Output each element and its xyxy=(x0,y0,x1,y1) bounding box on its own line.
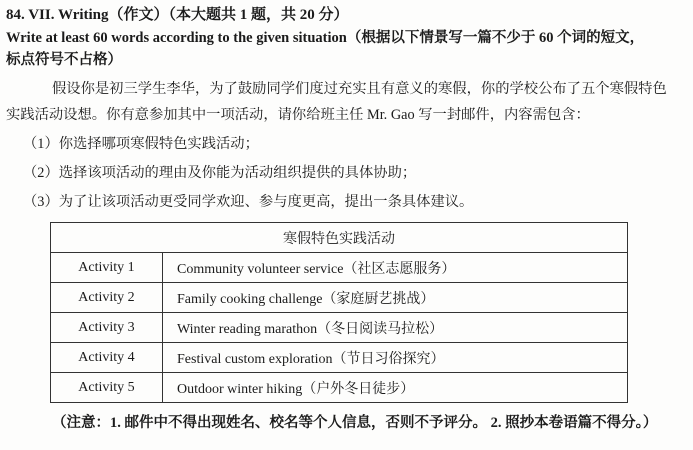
note-line: （注意：1. 邮件中不得出现姓名、校名等个人信息，否则不予评分。 2. 照抄本卷语篇不得分。） xyxy=(52,415,658,431)
prompt-paragraph-line-2: 实践活动设想。你有意参加其中一项活动，请你给班主任 Mr. Gao 写一封邮件，内容需包含： xyxy=(6,107,590,123)
activity-label: Activity 4 xyxy=(51,343,163,373)
table-row xyxy=(51,313,628,343)
table-header-row xyxy=(51,223,628,253)
instruction-line-2: 标点符号不占格） xyxy=(6,52,122,68)
activity-description: Winter reading marathon（冬日阅读马拉松） xyxy=(163,313,628,343)
section-heading: 84. VII. Writing（作文）（本大题共 1 题，共 20 分） xyxy=(6,7,349,23)
requirement-1: （1）你选择哪项寒假特色实践活动； xyxy=(23,136,259,152)
table-row xyxy=(51,283,628,313)
activity-label: Activity 2 xyxy=(51,283,163,313)
activity-label: Activity 1 xyxy=(51,253,163,283)
table-row xyxy=(51,253,628,283)
activity-description: Festival custom exploration（节日习俗探究） xyxy=(163,343,628,373)
prompt-paragraph-line-1: 假设你是初三学生李华，为了鼓励同学们度过充实且有意义的寒假，你的学校公布了五个寒假特色 xyxy=(52,81,667,97)
activity-table xyxy=(50,222,628,403)
activity-label: Activity 5 xyxy=(51,373,163,403)
activity-label: Activity 3 xyxy=(51,313,163,343)
requirement-2: （2）选择该项活动的理由及你能为活动组织提供的具体协助； xyxy=(23,165,417,181)
activity-description: Community volunteer service（社区志愿服务） xyxy=(163,253,628,283)
table-row xyxy=(51,373,628,403)
requirement-3: （3）为了让该项活动更受同学欢迎、参与度更高，提出一条具体建议。 xyxy=(23,194,474,210)
activity-description: Outdoor winter hiking（户外冬日徒步） xyxy=(163,373,628,403)
table-row xyxy=(51,343,628,373)
activity-description: Family cooking challenge（家庭厨艺挑战） xyxy=(163,283,628,313)
table-header: 寒假特色实践活动 xyxy=(51,223,628,253)
instruction-line-1: Write at least 60 words according to the given situation（根据以下情景写一篇不少于 60 个词的短文， xyxy=(6,30,645,46)
